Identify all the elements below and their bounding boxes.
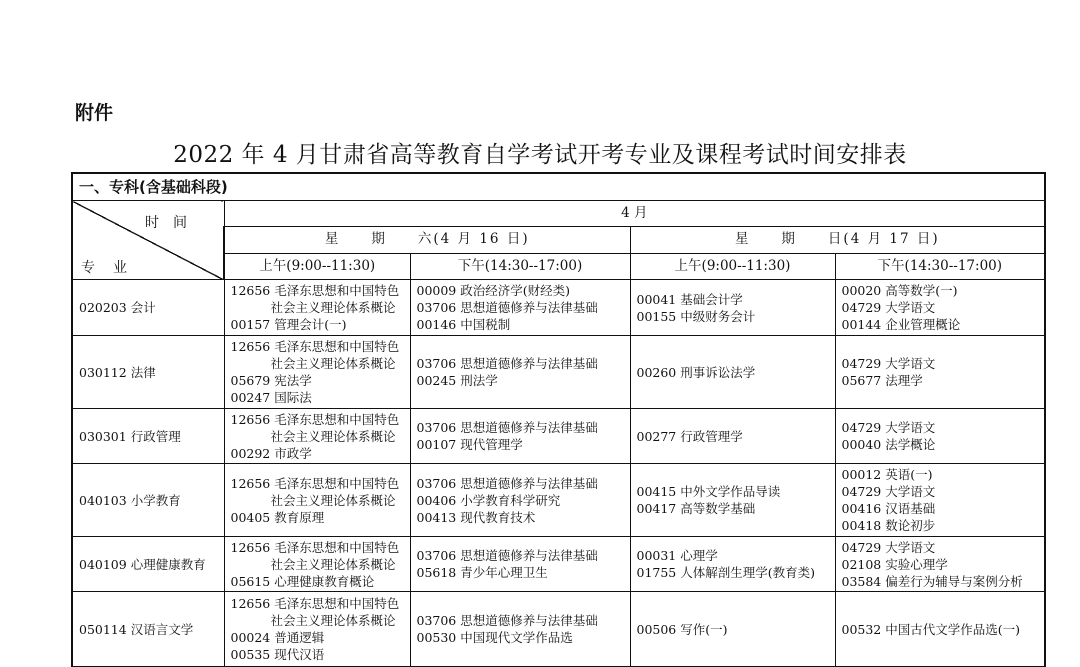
diag-major-label: 专业 — [81, 260, 145, 276]
course-entry: 12656 毛泽东思想和中国特色 — [230, 411, 400, 427]
major-cell: 050114 汉语言文学 — [72, 592, 224, 667]
course-entry: 00416 汉语基础 — [841, 501, 936, 516]
course-entry: 00012 英语(一) — [841, 467, 933, 482]
course-entry: 00292 市政学 — [230, 445, 312, 461]
course-entry: 12656 毛泽东思想和中国特色 — [230, 475, 400, 491]
course-entry: 04729 大学语文 — [841, 420, 936, 435]
course-entry: 05618 青少年心理卫生 — [416, 565, 548, 580]
course-entry: 00530 中国现代文学作品选 — [416, 630, 573, 645]
course-entry: 00020 高等数学(一) — [841, 283, 958, 298]
section-row — [72, 173, 1045, 201]
course-entry: 04729 大学语文 — [841, 300, 936, 315]
course-entry: 00031 心理学 — [636, 548, 718, 563]
course-cell — [224, 336, 410, 409]
course-cell — [630, 464, 835, 537]
table-row — [72, 464, 1045, 537]
day2-header: 星 期 日(4 月 17 日) — [630, 227, 1045, 253]
course-cell — [835, 336, 1045, 409]
attachment-label: 附件 — [75, 102, 114, 124]
course-cell — [835, 464, 1045, 537]
slot-header: 上午(9:00--11:30) — [630, 253, 835, 279]
table-row — [72, 409, 1045, 464]
course-entry: 00532 中国古代文学作品选(一) — [841, 621, 1020, 637]
course-entry: 00406 小学教育科学研究 — [416, 492, 561, 508]
course-entry: 03706 思想道德修养与法律基础 — [416, 300, 598, 315]
course-cell — [224, 280, 410, 336]
course-entry: 00535 现代汉语 — [230, 647, 325, 662]
course-entry: 00144 企业管理概论 — [841, 317, 961, 332]
course-entry: 04729 大学语文 — [841, 484, 936, 499]
course-cell — [630, 280, 835, 336]
course-cell — [410, 409, 630, 464]
major-cell: 040109 心理健康教育 — [72, 537, 224, 592]
diag-time-label: 时间 — [145, 215, 201, 231]
course-cell — [630, 537, 835, 592]
course-entry: 12656 毛泽东思想和中国特色 — [230, 339, 400, 354]
course-entry: 00146 中国税制 — [416, 317, 511, 332]
course-cell — [630, 592, 835, 667]
major-cell: 030112 法律 — [72, 336, 224, 409]
course-cell — [835, 537, 1045, 592]
course-entry: 04729 大学语文 — [841, 356, 936, 371]
major-cell: 040103 小学教育 — [72, 464, 224, 537]
major-cell: 020203 会计 — [72, 280, 224, 336]
course-entry: 00413 现代教育技术 — [416, 509, 536, 525]
slot-header: 上午(9:00--11:30) — [224, 253, 410, 279]
course-entry: 12656 毛泽东思想和中国特色 — [230, 539, 400, 555]
section-title: 一、专科(含基础科段) — [72, 173, 1045, 201]
course-entry: 05677 法理学 — [841, 373, 923, 388]
course-entry: 03706 思想道德修养与法律基础 — [416, 548, 598, 563]
course-entry: 社会主义理论体系概论 — [270, 613, 396, 628]
course-cell — [410, 280, 630, 336]
major-cell: 030301 行政管理 — [72, 409, 224, 464]
slot-header: 下午(14:30--17:00) — [835, 253, 1045, 279]
course-cell — [224, 409, 410, 464]
course-cell — [410, 464, 630, 537]
course-cell — [224, 464, 410, 537]
slot-header: 下午(14:30--17:00) — [410, 253, 630, 279]
course-entry: 12656 毛泽东思想和中国特色 — [230, 283, 400, 298]
course-cell — [835, 280, 1045, 336]
course-entry: 00107 现代管理学 — [416, 437, 523, 452]
course-entry: 05679 宪法学 — [230, 373, 312, 388]
course-entry: 05615 心理健康教育概论 — [230, 573, 375, 589]
course-cell — [410, 336, 630, 409]
course-cell — [630, 336, 835, 409]
day1-header: 星 期 六(4 月 16 日) — [224, 227, 630, 253]
course-cell — [410, 592, 630, 667]
table-row — [72, 280, 1045, 336]
table-row — [72, 336, 1045, 409]
page-title: 2022 年 4 月甘肃省高等教育自学考试开考专业及课程考试时间安排表 — [173, 142, 907, 168]
course-entry: 社会主义理论体系概论 — [270, 492, 396, 508]
course-entry: 12656 毛泽东思想和中国特色 — [230, 596, 400, 611]
course-entry: 00417 高等数学基础 — [636, 501, 756, 516]
course-entry: 00245 刑法学 — [416, 373, 498, 388]
course-entry: 社会主义理论体系概论 — [270, 356, 396, 371]
month-header: 4 月 — [224, 201, 1045, 227]
course-entry: 03706 思想道德修养与法律基础 — [416, 475, 598, 491]
course-entry: 01755 人体解剖生理学(教育类) — [636, 565, 815, 580]
course-entry: 03706 思想道德修养与法律基础 — [416, 420, 598, 435]
table-row — [72, 537, 1045, 592]
schedule-table — [71, 172, 1046, 667]
course-entry: 03584 偏差行为辅导与案例分析 — [841, 573, 1023, 589]
course-cell — [835, 409, 1045, 464]
course-entry: 00506 写作(一) — [636, 621, 728, 637]
course-entry: 00040 法学概论 — [841, 437, 936, 452]
course-entry: 03706 思想道德修养与法律基础 — [416, 613, 598, 628]
course-entry: 社会主义理论体系概论 — [270, 556, 396, 572]
course-entry: 00277 行政管理学 — [636, 428, 743, 444]
course-cell — [835, 592, 1045, 667]
course-entry: 00041 基础会计学 — [636, 291, 743, 307]
course-entry: 04729 大学语文 — [841, 539, 936, 555]
course-entry: 社会主义理论体系概论 — [270, 428, 396, 444]
header-row-month — [72, 201, 1045, 227]
course-entry: 社会主义理论体系概论 — [270, 300, 396, 315]
course-entry: 00260 刑事诉讼法学 — [636, 364, 756, 380]
course-entry: 00009 政治经济学(财经类) — [416, 283, 570, 298]
course-cell — [410, 537, 630, 592]
table-row — [72, 592, 1045, 667]
course-entry: 00157 管理会计(一) — [230, 317, 347, 332]
course-entry: 02108 实验心理学 — [841, 556, 948, 572]
course-entry: 00024 普通逻辑 — [230, 630, 325, 645]
course-cell — [224, 592, 410, 667]
course-entry: 00418 数论初步 — [841, 518, 936, 533]
course-entry: 00247 国际法 — [230, 390, 312, 405]
course-cell — [224, 537, 410, 592]
course-entry: 00415 中外文学作品导读 — [636, 484, 781, 499]
course-cell — [630, 409, 835, 464]
course-entry: 03706 思想道德修养与法律基础 — [416, 356, 598, 371]
course-entry: 00405 教育原理 — [230, 509, 325, 525]
course-entry: 00155 中级财务会计 — [636, 308, 756, 324]
diagonal-header-cell — [72, 201, 224, 280]
